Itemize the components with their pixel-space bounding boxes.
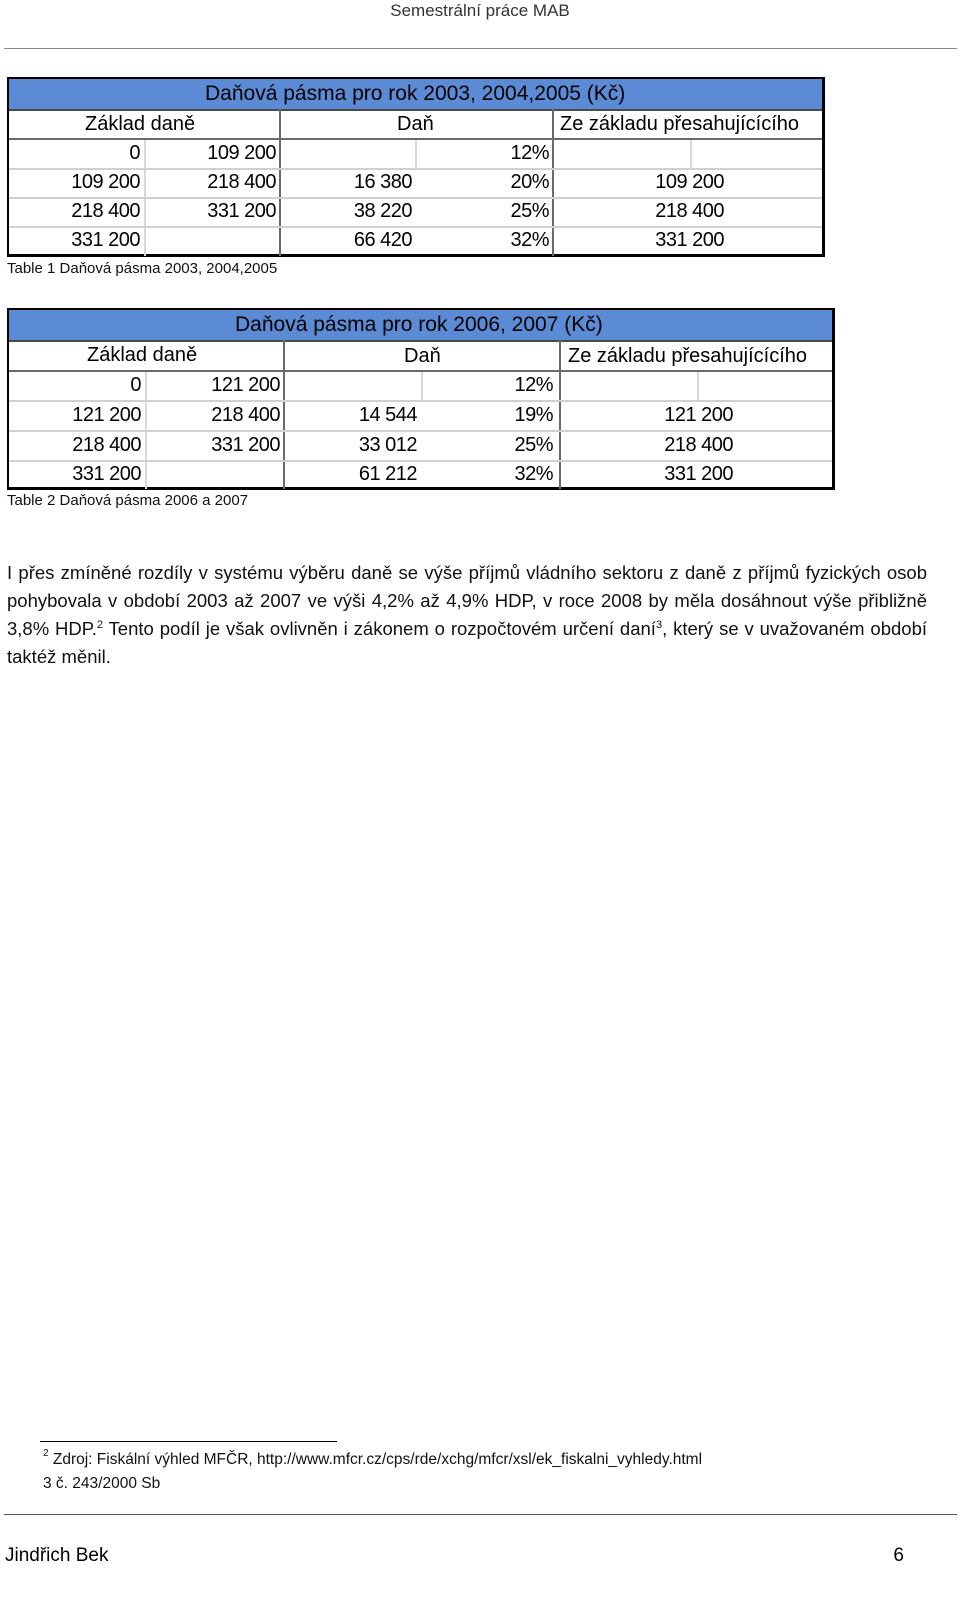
table-title-bar [9,79,822,111]
cell-to: 109 200 [207,142,276,164]
body-paragraph [7,559,927,671]
column-divider [690,140,692,170]
cell-to: 121 200 [211,374,280,396]
cell-from: 0 [129,142,140,164]
cell-fixed: 66 420 [353,229,412,251]
footnote-separator [40,1441,337,1442]
cell-fixed: 61 212 [358,463,417,485]
cell-over: 109 200 [655,171,724,193]
cell-rate: 19% [514,404,553,426]
footer-rule [4,1514,957,1515]
column-divider [559,340,561,489]
cell-rate: 32% [514,463,553,485]
footer-author: Jindřich Bek [5,1545,109,1566]
table-title-bar [9,310,832,342]
paragraph-text: I přes zmíněné rozdíly v systému výběru daně se výše příjmů vládního sektoru z daně z příjmů fyzických osob pohybovala v období 2003 až 2007 ve výši 4,2% až 4,9% HDP, v roce 2008 by měla dosáhnout výše přibližně 3,8% HDP. [7,561,927,639]
cell-over: 218 400 [664,434,733,456]
cell-to: 331 200 [211,434,280,456]
page-number: 6 [893,1545,904,1566]
cell-from: 109 200 [71,171,140,193]
cell-rate: 25% [514,434,553,456]
cell-over: 218 400 [655,200,724,222]
footnote-text: Zdroj: Fiskální výhled MFČR, http://www.mfcr.cz/cps/rde/xchg/mfcr/xsl/ek_fiskalni_vyhledy.html [48,1451,703,1468]
cell-from: 121 200 [72,404,141,426]
row-divider [9,430,832,432]
row-divider [9,168,822,170]
row-divider [9,400,832,402]
paragraph-text: , který se v uvažovaném období taktéž měnil. [7,617,928,667]
tax-bands-table-2006 [7,308,835,490]
column-header-tax: Daň [404,345,441,367]
cell-fixed: 16 380 [353,171,412,193]
cell-rate: 12% [514,374,553,396]
column-divider [415,140,417,170]
cell-rate: 25% [510,200,549,222]
cell-from: 331 200 [71,229,140,251]
column-divider [421,372,423,402]
column-header-tax: Daň [397,113,434,135]
cell-to: 218 400 [211,404,280,426]
cell-to: 331 200 [207,200,276,222]
column-divider [279,109,281,256]
cell-from: 0 [130,374,141,396]
table-title: Daňová pásma pro rok 2006, 2007 (Kč) [235,313,603,336]
table-caption: Table 1 Daňová pásma 2003, 2004,2005 [7,260,278,277]
table-caption: Table 2 Daňová pásma 2006 a 2007 [7,492,249,509]
paragraph-text: Tento podíl je však ovlivněn i zákonem o rozpočtovém určení daní [103,617,656,639]
column-divider [552,109,554,256]
cell-rate: 12% [510,142,549,164]
table-title: Daňová pásma pro rok 2003, 2004,2005 (Kč) [205,82,626,105]
header-rule [4,48,957,49]
column-divider [283,340,285,489]
cell-rate: 20% [510,171,549,193]
cell-over: 331 200 [664,463,733,485]
cell-rate: 32% [510,229,549,251]
cell-over: 331 200 [655,229,724,251]
column-header-over: Ze základu přesahujícícího [560,113,800,135]
column-header-over: Ze základu přesahujícícího [568,345,808,367]
column-header-base: Základ daně [85,113,196,135]
cell-from: 218 400 [72,434,141,456]
footnote-2 [43,1448,703,1469]
cell-from: 218 400 [71,200,140,222]
column-divider [697,372,699,402]
footnote-mark: 2 [43,1448,49,1459]
row-divider [9,197,822,199]
row-divider [9,226,822,228]
column-header-base: Základ daně [87,344,198,366]
footnote-3: 3 č. 243/2000 Sb [43,1475,161,1492]
cell-over: 121 200 [664,404,733,426]
row-divider [9,460,832,462]
cell-to: 218 400 [207,171,276,193]
tax-bands-table-2003 [7,77,825,257]
cell-fixed: 33 012 [358,434,417,456]
cell-fixed: 14 544 [358,404,417,426]
cell-fixed: 38 220 [353,200,412,222]
footnote-ref[interactable]: 2 [96,618,103,631]
footnote-ref[interactable]: 3 [655,618,663,631]
cell-from: 331 200 [72,463,141,485]
running-header: Semestrální práce MAB [390,1,570,20]
